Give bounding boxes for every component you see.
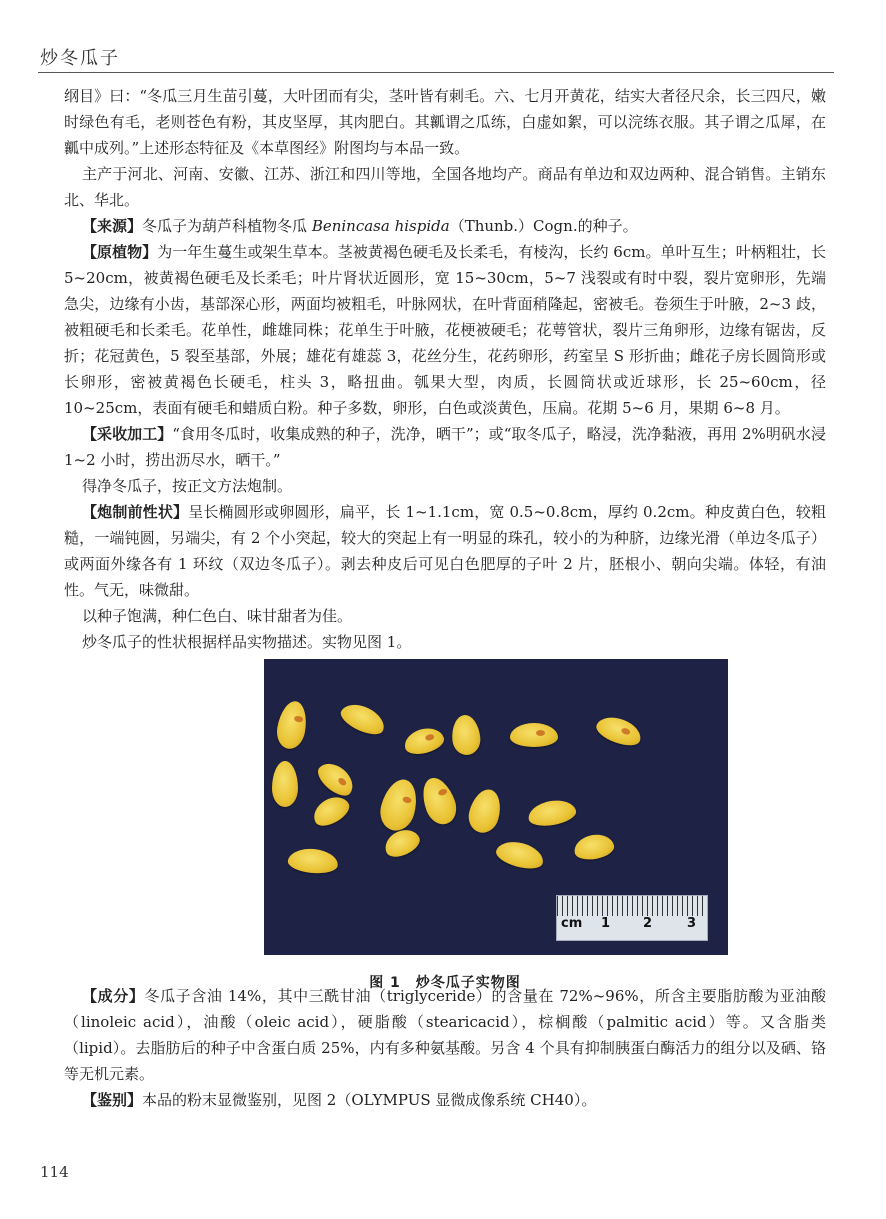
composition-text: 冬瓜子含油 14%，其中三酰甘油（triglyceride）的含量在 72%~96%，所含主要脂肪酸为亚油酸（linoleic acid），油酸（oleic acid），硬脂酸（stearicacid），棕榈酸（palmitic acid）等。又含脂类（lipid）。去脂肪后的种子中含蛋白质 25%，内有多种氨基酸。另含 4 个具有抑制胰蛋白酶活力的组分以及硒、铬等无机元素。 [64, 987, 826, 1083]
header-divider [38, 72, 834, 73]
paragraph-plant [64, 239, 826, 421]
seed [494, 837, 547, 873]
figure-caption: 图 1 炒冬瓜子实物图 [369, 975, 521, 991]
section-label-characteristics: 【炮制前性状】 [82, 503, 189, 521]
latin-name: Benincasa hispida [311, 217, 450, 235]
paragraph-distribution: 主产于河北、河南、安徽、江苏、浙江和四川等地，全国各地均产。商品有单边和双边两种、混合销售。主销东北、华北。 [64, 165, 826, 209]
seed [593, 712, 644, 750]
paragraph-source [64, 213, 826, 239]
paragraph-harvest [64, 421, 826, 473]
paragraph-quality: 以种子饱满，种仁色白、味甘甜者为佳。 [82, 607, 353, 625]
paragraph-figure-ref: 炒冬瓜子的性状根据样品实物描述。实物见图 1。 [82, 633, 412, 651]
seed [510, 723, 558, 747]
section-label-source: 【来源】 [82, 217, 143, 235]
ruler-label-1: 1 [601, 916, 611, 931]
seed [309, 791, 354, 831]
page-body [64, 83, 826, 1113]
section-label-identification: 【鉴别】 [82, 1091, 143, 1109]
paragraph-characteristics [64, 499, 826, 603]
source-text-pre: 冬瓜子为葫芦科植物冬瓜 [142, 217, 308, 235]
page-number: 114 [40, 1163, 69, 1181]
seed [381, 825, 424, 862]
section-label-composition: 【成分】 [82, 987, 145, 1005]
section-label-harvest: 【采收加工】 [82, 425, 173, 443]
seed [272, 761, 298, 807]
characteristics-text: 呈长椭圆形或卵圆形，扁平，长 1~1.1cm，宽 0.5~0.8cm，厚约 0.2cm。种皮黄白色，较粗糙，一端钝圆，另端尖，有 2 个小突起，较大的突起上有一明显的珠孔，较小的为种脐，边缘光滑（单边冬瓜子）或两面外缘各有 1 环纹（双边冬瓜子）。剥去种皮后可见白色肥厚的子叶 2 片，胚根小、朝向尖端。体轻，有油性。气无，味微甜。 [64, 503, 826, 599]
plant-text: 为一年生蔓生或架生草本。茎被黄褐色硬毛及长柔毛，有棱沟，长约 6cm。单叶互生；叶柄粗壮，长 5~20cm，被黄褐色硬毛及长柔毛；叶片肾状近圆形，宽 15~30cm，5~7 浅裂或有时中裂，裂片宽卵形，先端急尖，边缘有小齿，基部深心形，两面均被粗毛，叶脉网状，在叶背面稍隆起，密被毛。卷须生于叶腋，2~3 歧，被粗硬毛和长柔毛。花单性，雌雄同株；花单生于叶腋，花梗被硬毛；花萼管状，裂片三角卵形，边缘有锯齿，反折；花冠黄色，5 裂至基部，外展；雄花有雄蕊 3，花丝分生，花药卵形，药室呈 S 形折曲；雌花子房长圆筒形或长卵形，密被黄褐色长硬毛，柱头 3，略扭曲。瓠果大型，肉质，长圆筒状或近球形，长 25~60cm，径 10~25cm，表面有硬毛和蜡质白粉。种子多数，卵形，白色或淡黄色，压扁。花期 5~6 月，果期 6~8 月。 [64, 243, 826, 417]
section-label-plant: 【原植物】 [82, 243, 158, 261]
paragraph-net-seeds: 得净冬瓜子，按正文方法炮制。 [82, 477, 293, 495]
harvest-text: “食用冬瓜时，收集成熟的种子，洗净，晒干”；或“取冬瓜子，略浸，洗净黏液，再用 2%明矾水浸 1~2 小时，捞出沥尽水，晒干。” [64, 425, 826, 469]
seed [572, 832, 616, 863]
seed [287, 847, 339, 875]
paragraph-identification [64, 1087, 826, 1113]
running-header-title: 炒冬瓜子 [40, 48, 120, 69]
seed [313, 757, 359, 801]
seed [526, 797, 577, 829]
seed [274, 699, 310, 751]
paragraph-description-quote: 纲目》曰：“冬瓜三月生苗引蔓，大叶团而有尖，茎叶皆有刺毛。六、七月开黄花，结实大者径尺余，长三四尺，嫩时绿色有毛，老则苍色有粉，其皮坚厚，其肉肥白。其瓤谓之瓜练，白虚如絮，可以浣练衣服。其子谓之瓜犀，在瓤中成列。”上述形态特征及《本草图经》附图均与本品一致。 [64, 87, 826, 157]
ruler [556, 895, 708, 941]
source-text-post: （Thunb.）Cogn.的种子。 [449, 217, 638, 235]
seed [450, 714, 481, 756]
ruler-unit-label: cm [561, 916, 583, 931]
ruler-label-2: 2 [643, 916, 653, 931]
seed [402, 724, 447, 758]
seed-photo [264, 659, 728, 955]
seed [465, 786, 505, 836]
paragraph-composition [64, 983, 826, 1087]
seed [376, 775, 422, 834]
identification-text: 本品的粉末显微鉴别，见图 2（OLYMPUS 显微成像系统 CH40）。 [142, 1091, 597, 1109]
ruler-label-3: 3 [687, 916, 697, 931]
figure-1 [64, 659, 826, 991]
seed [417, 773, 462, 828]
seed [337, 698, 389, 739]
